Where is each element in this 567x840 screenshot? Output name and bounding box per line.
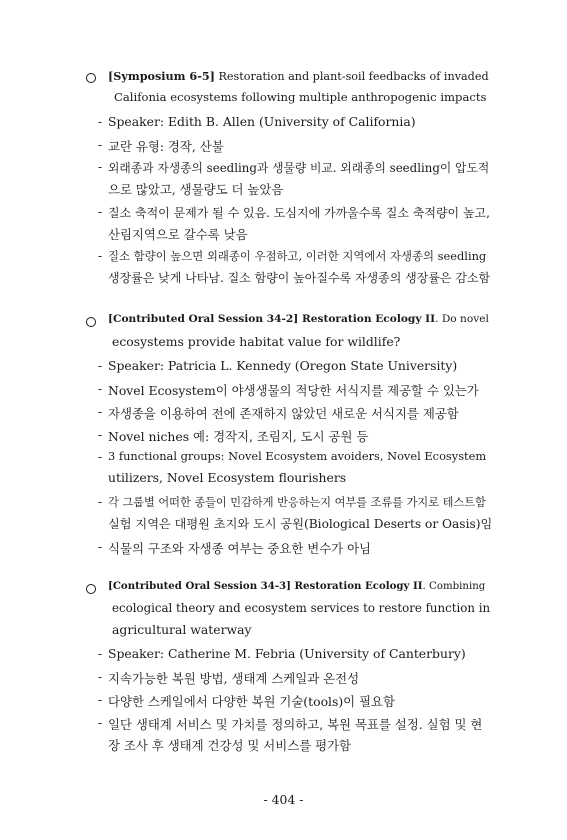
title-text: . Combining [422, 581, 486, 592]
list-item-continuation: 실험 지역은 대평원 초지와 도시 공원(Biological Deserts or Oasis)임 [108, 517, 493, 531]
list-item: Novel niches 예: 경작지, 조림지, 도시 공원 등 [108, 429, 369, 444]
list-item: Speaker: Edith B. Allen (University of California) [108, 114, 416, 129]
circle-bullet-icon [86, 73, 96, 83]
title-text: Restoration and plant-soil feedbacks of invaded [214, 70, 489, 83]
list-item: 외래종과 자생종의 seedling과 생물량 비교. 외래종의 seedling이 압도적 [108, 161, 490, 175]
list-item: Novel Ecosystem이 야생생물의 적당한 서식지를 제공할 수 있는가 [108, 383, 479, 398]
dash-bullet: - [98, 669, 103, 684]
section-title-line-2: ecological theory and ecosystem services to restore function in [112, 601, 491, 615]
dash-bullet: - [98, 539, 103, 554]
list-item: 3 functional groups: Novel Ecosystem avoiders, Novel Ecosystem [108, 449, 487, 463]
list-item: 자생종을 이용하여 전에 존재하지 않았던 새로운 서식지를 제공함 [108, 406, 459, 421]
circle-bullet-icon [86, 584, 96, 594]
title-text: . Do novel [435, 313, 489, 325]
dash-bullet: - [98, 715, 103, 730]
list-item: Speaker: Patricia L. Kennedy (Oregon State University) [108, 358, 458, 373]
dash-bullet: - [98, 114, 103, 129]
section-title-line-1 [108, 580, 485, 592]
list-item-continuation: 산림지역으로 갈수록 낮음 [108, 227, 248, 242]
list-item: 식물의 구조와 자생종 여부는 중요한 변수가 아님 [108, 541, 372, 556]
list-item: 다양한 스케일에서 다양한 복원 기술(tools)이 필요함 [108, 694, 395, 709]
list-item-continuation: 으로 많았고, 생물량도 더 높았음 [108, 182, 284, 197]
list-item-continuation: utilizers, Novel Ecosystem flourishers [108, 470, 347, 485]
list-item-continuation: 생장률은 낮게 나타남. 질소 함량이 높아질수록 자생종의 생장률은 감소함 [108, 271, 491, 285]
section-title-line-1 [108, 69, 489, 83]
section-title-line-2: Califonia ecosystems following multiple anthropogenic impacts [114, 90, 487, 104]
circle-bullet-icon [86, 317, 96, 327]
list-item: 일단 생태계 서비스 및 가치를 정의하고, 복원 목표를 설정. 실험 및 현 [108, 717, 483, 732]
dash-bullet: - [98, 449, 103, 464]
dash-bullet: - [98, 404, 103, 419]
session-tag: [Symposium 6-5] [108, 69, 215, 83]
dash-bullet: - [98, 204, 103, 219]
list-item: 각 그룹별 어떠한 종들이 민감하게 반응하는지 여부를 조류를 가지로 테스트함 [108, 496, 486, 509]
dash-bullet: - [98, 646, 103, 661]
dash-bullet: - [98, 248, 103, 263]
page-number: - 404 - [263, 792, 304, 807]
list-item: 교란 유형: 경작, 산불 [108, 139, 224, 154]
list-item: 질소 함량이 높으면 외래종이 우점하고, 이러한 지역에서 자생종의 seedling [108, 249, 487, 263]
list-item: Speaker: Catherine M. Febria (University of Canterbury) [108, 646, 466, 661]
dash-bullet: - [98, 494, 103, 509]
list-item: 질소 축적이 문제가 될 수 있음. 도심지에 가까울수록 질소 축적량이 높고, [108, 206, 490, 220]
dash-bullet: - [98, 692, 103, 707]
dash-bullet: - [98, 427, 103, 442]
list-item-continuation: 장 조사 후 생태계 건강성 및 서비스를 평가함 [108, 738, 352, 753]
section-title-line-1 [108, 313, 489, 325]
dash-bullet: - [98, 159, 103, 174]
dash-bullet: - [98, 381, 103, 396]
dash-bullet: - [98, 137, 103, 152]
list-item: 지속가능한 복원 방법, 생태계 스케일과 온전성 [108, 671, 360, 686]
section-title-line-3: agricultural waterway [112, 622, 252, 637]
dash-bullet: - [98, 358, 103, 373]
session-tag: [Contributed Oral Session 34-3] Restoration Ecology II [108, 580, 423, 592]
section-title-line-2: ecosystems provide habitat value for wildlife? [112, 334, 401, 349]
session-tag: [Contributed Oral Session 34-2] Restoration Ecology II [108, 313, 436, 325]
